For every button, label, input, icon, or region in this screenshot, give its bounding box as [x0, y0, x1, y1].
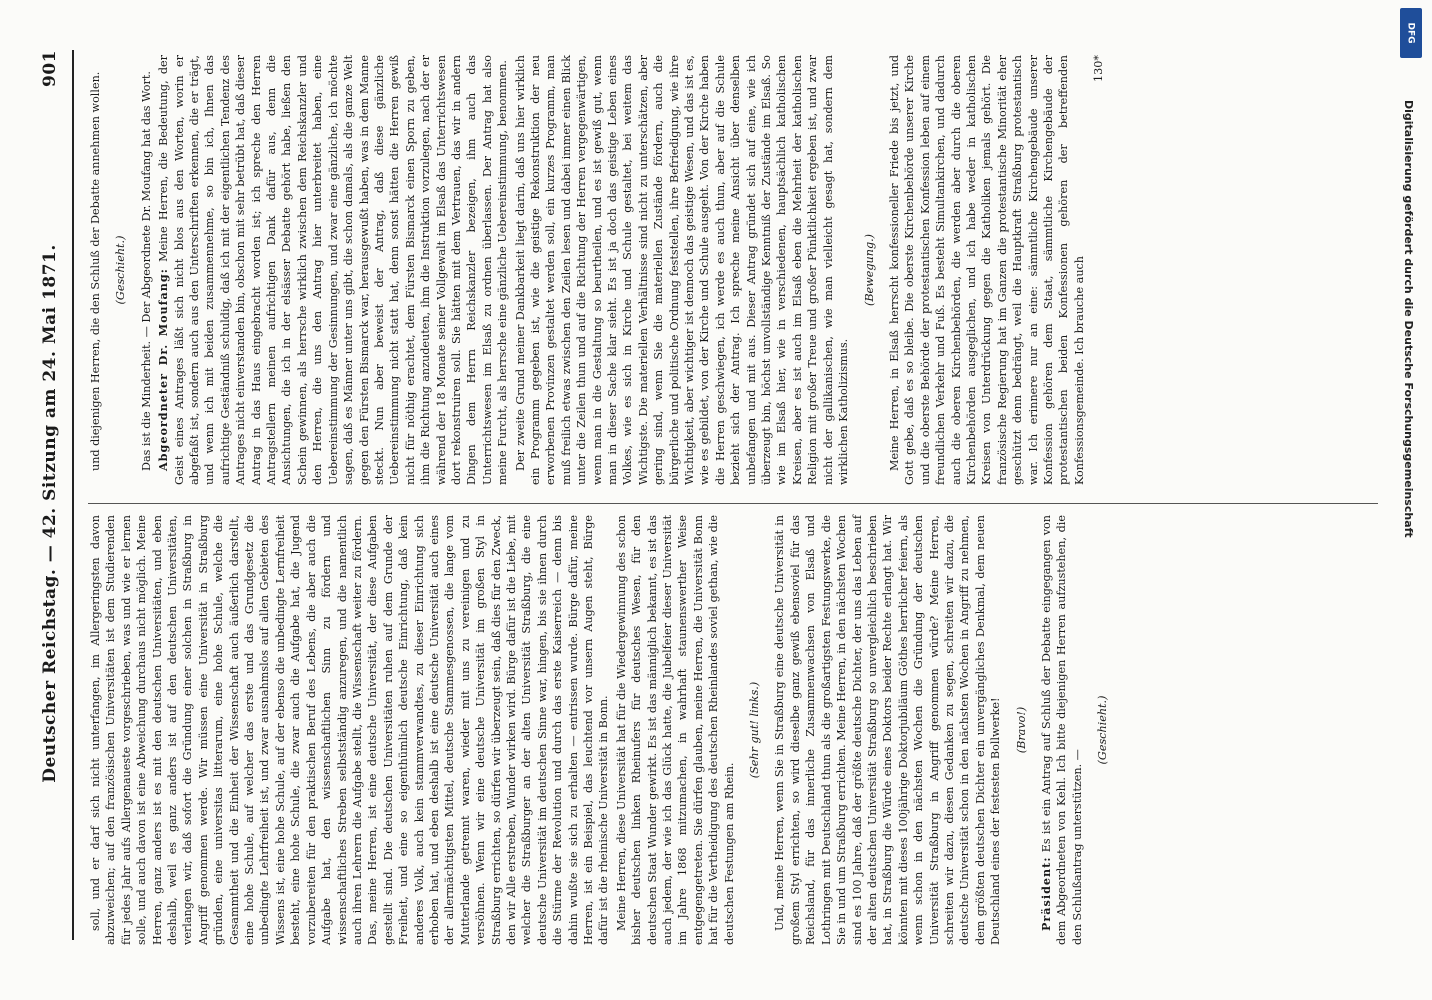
speaker-name: Präsident: [1038, 856, 1053, 931]
body-paragraph: Meine Herren, in Elsaß herrscht konfessioneller Friede bis jetzt, und Gott gebe, daß es so bleibe. Die oberste Kirchenbehörde unserer Kirche und die oberste Behörde der protestantischen Konfession leben auf einem freundlichen Verkehr und Fuß. Es besteht Simultankirchen, und dadurch auch die oberen Kirchenbehörden, die werden aber durch die oberen Kirchenbehörden ausgeglichen, und ich habe weder in katholischen Kreisen von Unterdrückung gegen die Katholiken jemals gehört. Die französische Regierung hat im Ganzen die protestantische Minorität eher geschützt denn bedrängt, weil die Hauptkraft Straßburg protestantisch war. Ich erinnere nur an eine: sämmtliche Kirchengebäude unserer Konfession gehören dem Staat, sämmtliche Kirchengebäude der protestantischen beiden Konfessionen gehören der betreffenden Konfessionsgemeinde. Ich brauche auch [887, 55, 1086, 485]
body-paragraph: soll, und er darf sich nicht unterfangen, im Allergeringsten davon abzuweichen; auf den französischen Universitäten ist dem Studierenden für jedes Jahr aufs Allergenaueste vorgeschrieben, was und wie er lernen solle, und auch davon ist eine Abweichung durchaus nicht möglich. Meine Herren, ganz anders ist es mit den deutschen Universitäten, und eben deshalb, weil es ganz anders ist auf den deutschen Universitäten, verlangen wir, daß sofort die Gründung einer solchen in Straßburg in Angriff genommen werde. Wir müssen eine Universität in Straßburg gründen, eine universitas litterarum, eine hohe Schule, welche die Gesammtheit und die Einheit der Wissenschaft auch äußerlich darstellt, eine hohe Schule, auf welcher das erste und das Grundgesetz die unbedingte Lehrfreiheit ist, und zwar ausnahmslos auf allen Gebieten des Wissens ist, eine hohe Schule, auf der ebenso die unbedingte Lernfreiheit besteht, eine hohe Schule, die zwar auch die Aufgabe hat, die Jugend vorzubereiten für den praktischen Beruf des Lebens, die aber auch die Aufgabe hat, den wissenschaftlichen Sinn zu fördern und wissenschaftliches Streben selbstständig anzuregen, und die namentlich auch ihren Lehrern die Aufgabe stellt, die Wissenschaft weiter zu fördern. Das, meine Herren, ist eine deutsche Universität, der diese Aufgaben gestellt sind. Die deutschen Universitäten ruhen auf dem Grunde der Freiheit, und eine so eigenthümlich deutsche Einrichtung, daß kein anderes Volk, auch kein stammverwandtes, zu dieser Einrichtung sich erhoben hat, und eben deshalb ist eine deutsche Universität auch eines der allermächtigsten Mittel, deutsche Stammesgenossen, die lange vom Mutterlande getrennt waren, wieder mit uns zu vereinigen und zu versöhnen. Wenn wir eine deutsche Universität im großen Styl in Straßburg errichten, so dürfen wir überzeugt sein, daß dies für den Zweck, den wir Alle erstreben, Wunder wirken wird. Bürge dafür ist die Liebe, mit welcher die Straßburger an der alten Universität Straßburg, die eine deutsche Universität im deutschen Sinne war, hingen, bis sie ihnen durch die Stürme der Revolution und durch das erste Kaiserreich — denn bis dahin wußte sie sich zu erhalten — entrissen wurde. Bürge dafür, meine Herren, ist ein Beispiel, das leuchtend vor unsern Augen steht, Bürge dafür ist die rheinische Universität in Bonn. [89, 515, 611, 945]
body-paragraph: und diejenigen Herren, die den Schluß der Debatte annehmen wollen. [89, 71, 102, 471]
speech-text: Es ist ein Antrag auf Schluß der Debatte eingegangen von dem Abgeordneten von Kehl. Ich bitte diejenigen Herren aufzustehen, die den Schlußantrag unterstützen. — [1039, 514, 1084, 945]
speech-text: Meine Herren, die Bedeutung, der Geist eines Antrages läßt sich nicht blos aus den Worten, worin er abgefaßt ist, sondern auch aus den Unterschriften erkennen, die er trägt, und wenn ich mit beiden zusammennehme, so bin ich, Ihnen das aufrichtige Geständniß schuldig, daß ich mit der eigentlichen Tendenz des Antrages nicht einverstanden bin, obschon mit sehr betrübt hat, daß dieser Antrag in das Haus eingebracht worden ist; ich spreche den Herren Antragstellern meinen aufrichtigen Dank dafür aus, denn die Ansichtungen, die ich in der elsässer Debatte gehört habe, ließen den Schein gewinnen, als herrsche wirklich zwischen dem Reichskanzler und den Herren, die uns den Antrag hier unterbreitet haben, eine Uebereinstimmung der Gesinnungen, und zwar eine gänzliche, ich möchte sagen, daß es Männer unter uns gibt, die schon damals, als die ganze Welt gegen den Fürsten Bismarck war, herausgewußt haben, was in dem Manne steckt. Nun aber beweist der Antrag, daß diese gänzliche Uebereinstimmung nicht statt hat, denn sonst hätten die Herren gewiß nicht für nöthig erachtet, dem Fürsten Bismarck einen Sporn zu geben, ihm die Richtung anzudeuten, ihm die Instruktion vorzulegen, nach der er während der 18 Monate seiner Vollgewalt im Elsaß das Unterrichtswesen dort rekonstruiren soll. Sie hätten mit dem Vertrauen, das wir in andern Dingen dem Herrn Reichskanzler bezeigen, ihm auch das Unterrichtswesen im Elsaß zu ordnen überlassen. Der Antrag hat also meine Furcht, als herrsche eine gänzliche Uebereinstimmung, benommen. [157, 54, 510, 485]
body-paragraph: Meine Herren, diese Universität hat für die Wiedergewinnung des schon bisher deutschen linken Rheinufers für deutsches Wesen, für den deutschen Staat Wunder gewirkt. Es ist das männiglich bekannt, es ist das auch jedem, der wie ich das Glück hatte, die Jubelfeier dieser Universität im Jahre 1868 mitzumachen, in wahrhaft staunenswerther Weise entgegengetreten. Sie dürfen glauben, meine Herren, die Universität Bonn hat für die Vertheidigung des deutschen Rheinlandes soviel gethan, wie die deutschen Festungen am Rhein. [614, 515, 736, 945]
stage-direction: (Sehr gut! links.) [748, 681, 762, 779]
page-header [30, 50, 70, 940]
right-column [88, 55, 1109, 485]
digitization-note-text: Digitalisierung gefördert durch die Deutsche Forschungsgemeinschaft [1402, 100, 1415, 538]
left-column [88, 515, 1121, 945]
body-paragraph: Das ist die Minderheit. — Der Abgeordnete Dr. Moufang hat das Wort. [139, 71, 153, 471]
dfg-logo-text: DFG [1405, 22, 1416, 44]
digitization-note [1396, 100, 1420, 940]
stage-direction: (Geschieht.) [114, 235, 128, 305]
body-paragraph: Der zweite Grund meiner Dankbarkeit liegt darin, daß uns hier wirklich ein Programm gegeben ist, wie die geistige Rekonstruktion der neu erworbenen Provinzen gestaltet werden soll, ein kurzes Programm, man muß freilich etwas zwischen den Zeilen lesen und dabei immer einen Blick unter die Zeilen thun und auf die Richtung der Herren vergegenwärtigen, wenn man in die Gestaltung so beurtheilen, und es ist gewiß gut, wenn man in dieser Sache klar sieht. Es ist ja doch das geistige Leben eines Volkes, wie es sich in Kirche und Schule gestaltet, bei weitem das Wichtigste. Die materiellen Verhältnisse sind nicht zu unterschätzen, aber gering sind, wenn Sie die materiellen Zustände fördern, auch die bürgerliche und politische Ordnung feststellen, ihre Befriedigung, wie ihre Wichtigkeit, aber wichtiger ist dennoch das geistige Wesen, und das ist es, wie es gebildet, von der Kirche und Schule ausgeht. Von der Kirche haben die Herren geschwiegen, ich werde es auch thun, aber auf die Schule bezieht sich der Antrag. Ich spreche meine Ansicht über denselben unbefangen und mit aus. Dieser Antrag gründet sich auf eine, wie ich überzeugt bin, höchst unvollständige Kenntniß der Zustände im Elsaß. So wie im Elsaß hier, wie in verschiedenen, hauptsächlich katholischen Kreisen, aber es ist auch im Elsaß eben die Mehrheit der katholischen Religion mit großer Treue und großer Pünktlichkeit ergeben ist, und zwar nicht der gallikanischen, wie man vielleicht gesagt hat, sondern dem wirklichen Katholizismus. [513, 55, 851, 485]
column-divider [88, 503, 1378, 504]
stage-direction: (Geschieht.) [1096, 695, 1110, 765]
body-paragraph: Und, meine Herren, wenn Sie in Straßburg eine deutsche Universität in großem Styl errichten, so wird dieselbe ganz gewiß ebensoviel für das Reichsland, für das innerliche Zusammenwachsen von Elsaß und Lothringen mit Deutschland thun als die großartigsten Festungswerke, die Sie in und um Straßburg errichten. Meine Herren, in den nächsten Wochen sind es 100 Jahre, daß der größte deutsche Dichter, der uns das Leben auf der alten deutschen Universität Straßburg so unvergleichlich beschrieben hat, in Straßburg die Würde eines Doktors beider Rechte erlangt hat. Wir könnten mit dieses 100jährige Doktorjubiläum Göthes herrlicher feiern, als wenn schon in den nächsten Wochen die Gründung der deutschen Universität Straßburg in Angriff genommen würde? Meine Herren, schreiten wir dazu, diesen Gedanken zu segen, schreiten wir dazu, die deutsche Universität schon in den nächsten Wochen in Angriff zu nehmen, dem größten deutschen Dichter ein unvergängliches Denkmal, dem neuen Deutschland eines der festesten Bollwerke! [773, 515, 1003, 945]
header-rule [72, 50, 74, 940]
page-number: 901 [40, 50, 60, 87]
speech-paragraph [156, 55, 510, 485]
dfg-logo [1400, 8, 1422, 58]
header-title: Deutscher Reichstag. — 42. Sitzung am 24. Mai 1871. [40, 244, 60, 783]
speech-paragraph [1039, 515, 1085, 945]
stage-direction: (Bewegung.) [862, 233, 876, 307]
signature-mark: 130* [1092, 55, 1106, 82]
speaker-name: Abgeordneter Dr. Moufang: [156, 268, 171, 471]
stage-direction: (Bravo!) [1014, 706, 1028, 754]
